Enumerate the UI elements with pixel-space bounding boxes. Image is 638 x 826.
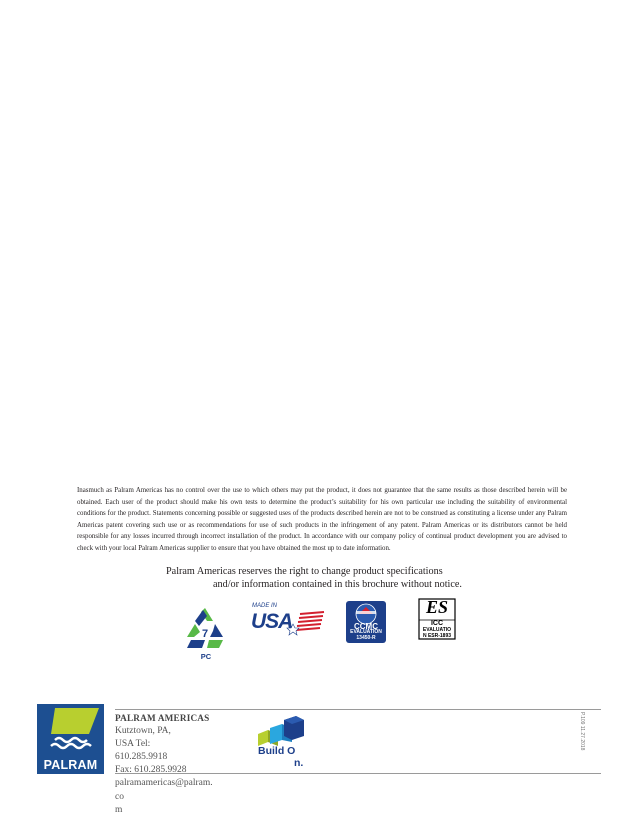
reserves-notice — [166, 565, 506, 591]
ccmc-number: 13450-R — [356, 634, 376, 641]
ccmc-evaluation-label: EVALUATION — [350, 629, 382, 635]
recycle-number: 7 — [201, 628, 209, 640]
build-on-text-1: Build O — [258, 745, 296, 757]
icc-number: N ESR-1893 — [422, 632, 452, 639]
icc-word: ICC — [430, 620, 444, 627]
recycle-label: PC — [200, 652, 212, 661]
email-link[interactable]: palramamericas@palram.co — [115, 778, 213, 802]
document-id: P.109 11.27.2018 — [579, 712, 585, 751]
icc-es-mark: ES — [425, 597, 449, 617]
icc-evaluation — [418, 628, 456, 639]
company-address — [115, 712, 215, 817]
palram-logo-word: PALRAM — [43, 758, 98, 772]
address-line: USA Tel: — [115, 739, 151, 750]
usa-made-in: MADE IN — [252, 603, 278, 609]
ccmc-word: CCMC — [354, 622, 378, 631]
address-line: Kutztown, PA, — [115, 726, 171, 737]
icc-evaluation-label: EVALUATIO — [422, 627, 452, 633]
disclaimer-text: Inasmuch as Palram Americas has no control over the use to which others may put the product, it does not guarantee that the same results as those described herein will be obtained. Each user of the product should make his own tests to determine the product’s suitability for his own particular use including the suitability of environmental conditions for the product. Statements concerning possible or suggested uses of the products described herein are not to be construed as constituting a license under any Palram Americas patent covering such use or as recommendations for use of such products in the infringement of any patent. Palram Americas or its distributors cannot be held responsible for any losses incurred through incorrect installation of the product. In accordance with our company policy of continual product development you are advised to check with your local Palram Americas supplier to ensure that you have obtained the most up to date information. — [77, 487, 567, 552]
phone-number: 610.285.9918 — [115, 752, 168, 763]
reserves-line-1: Palram Americas reserves the right to change product specifications — [166, 566, 443, 577]
fax-number: Fax: 610.285.9928 — [115, 765, 187, 776]
usa-word: USA — [251, 610, 293, 633]
footer-rule-top — [115, 709, 601, 710]
email-link-tail[interactable]: m — [115, 804, 123, 815]
reserves-line-2: and/or information contained in this brochure without notice. — [213, 579, 462, 590]
build-on-text-2: n. — [294, 757, 304, 769]
company-name: PALRAM AMERICAS — [115, 713, 210, 723]
ccmc-evaluation — [345, 630, 387, 641]
